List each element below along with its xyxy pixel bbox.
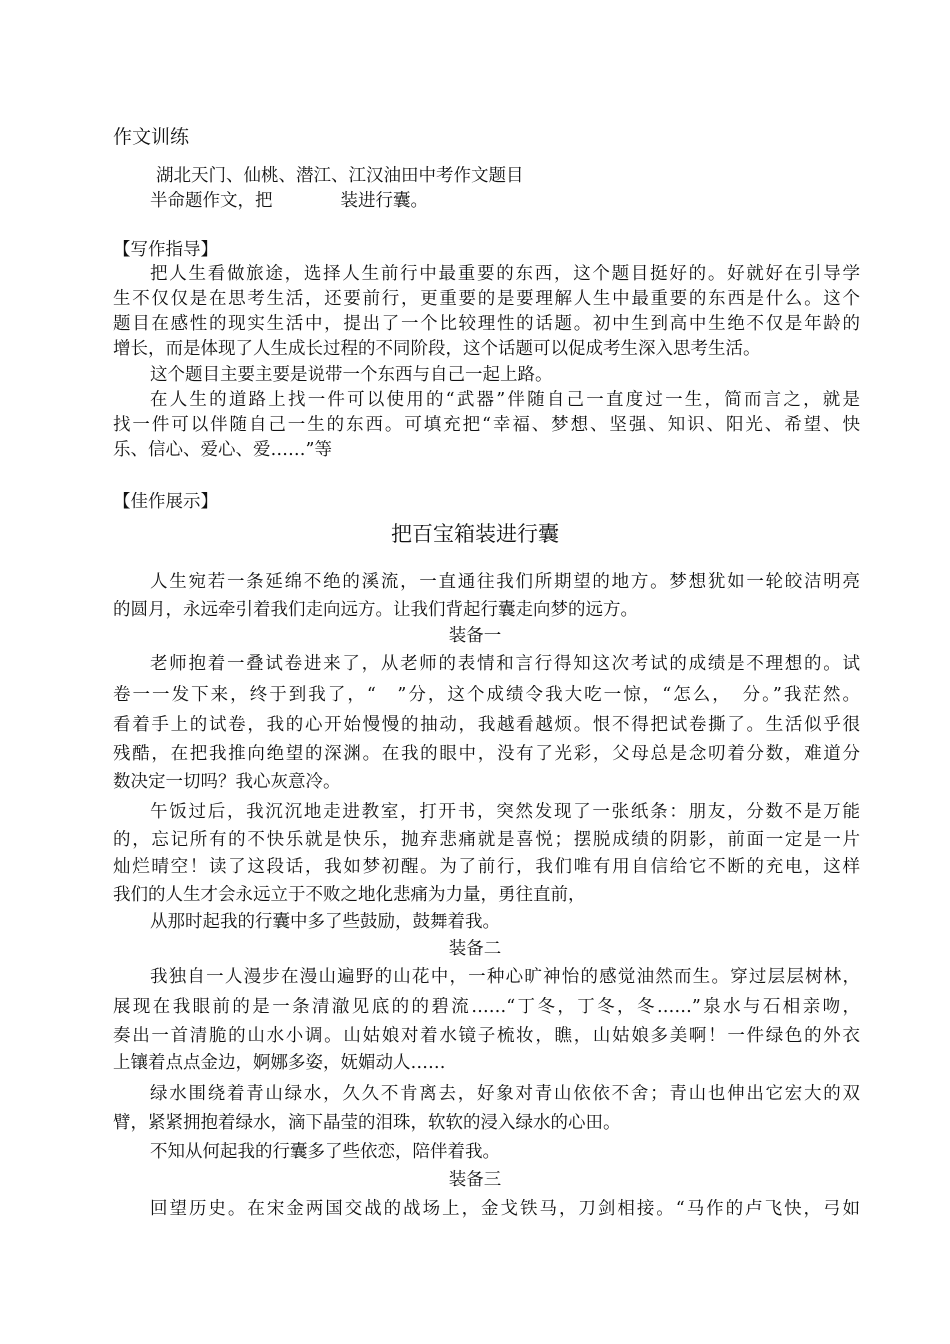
guide-p3-line: 乐、信心、爱心、爱……”等 [113, 440, 332, 460]
guide-p3-line: 找一件可以伴随自己一生的东西。可填充把“幸福、梦想、坚强、知识、阳光、希望、快 [113, 415, 860, 435]
sec2-p1-line: 展现在我眼前的是一条清澈见底的的碧流……“丁冬，丁冬，冬……”泉水与石相亲吻， [113, 997, 860, 1017]
sec1-p2-line: 午饭过后，我沉沉地走进教室，打开书，突然发现了一张纸条：朋友，分数不是万能 [150, 802, 860, 822]
guide-label: 【写作指导】 [113, 240, 218, 260]
exam-prompt [150, 189, 428, 213]
guide-p1-line: 增长，而是体现了人生成长过程的不同阶段，这个话题可以促成考生深入思考生活。 [113, 339, 761, 359]
sec2-p2-line: 臂，紧紧拥抱着绿水，滴下晶莹的泪珠，软软的浸入绿水的心田。 [113, 1113, 621, 1133]
guide-p3-line: 在人生的道路上找一件可以使用的“武器”伴随自己一直度过一生，简而言之，就是 [150, 390, 860, 410]
sec1-p1-line: 残酷，在把我推向绝望的深渊。在我的眼中，没有了光彩，父母总是念叨着分数，难道分 [113, 744, 860, 764]
page-heading: 作文训练 [113, 126, 190, 148]
sec2-p1-line: 奏出一首清脆的山水小调。山姑娘对着水镜子梳妆，瞧，山姑娘多美啊！一件绿色的外衣 [113, 1026, 860, 1046]
exam-prompt-part2: 装进行囊。 [340, 191, 428, 211]
sec1-p1-line: 看着手上的试卷，我的心开始慢慢的抽动，我越看越烦。恨不得把试卷撕了。生活似乎很 [113, 715, 860, 735]
sec1-p3: 从那时起我的行囊中多了些鼓励，鼓舞着我。 [150, 912, 500, 932]
guide-p1-line: 题目在感性的现实生活中，提出了一个比较理性的话题。初中生到高中生绝不仅是年龄的 [113, 314, 860, 334]
guide-p1-line: 生不仅仅是在思考生活，还要前行，更重要的是要理解人生中最重要的东西是什么。这个 [113, 289, 860, 309]
sec2-p1-line: 我独自一人漫步在漫山遍野的山花中，一种心旷神怡的感觉油然而生。穿过层层树林， [150, 967, 860, 987]
sec3-p1-line: 回望历史。在宋金两国交战的战场上，金戈铁马，刀剑相接。“马作的卢飞快，弓如 [150, 1199, 860, 1219]
section-heading: 装备三 [448, 1170, 502, 1190]
sec1-p2-line: 灿烂晴空！读了这段话，我如梦初醒。为了前行，我们唯有用自信给它不断的充电，这样 [113, 857, 860, 877]
guide-p1-line: 把人生看做旅途，选择人生前行中最重要的东西，这个题目挺好的。好就好在引导学 [150, 264, 860, 284]
intro-line: 人生宛若一条延绵不绝的溪流，一直通往我们所期望的地方。梦想犹如一轮皎洁明亮 [150, 572, 860, 592]
section-heading: 装备一 [448, 626, 502, 646]
essay-title: 把百宝箱装进行囊 [391, 522, 559, 546]
section-heading: 装备二 [448, 939, 502, 959]
sec1-p1-line: 卷一一发下来，终于到我了，“ ”分，这个成绩令我大吃一惊，“怎么， 分。”我茫然。 [113, 685, 860, 705]
sec1-p1-line: 数决定一切吗？我心灰意冷。 [113, 772, 341, 792]
sec2-p2-line: 绿水围绕着青山绿水，久久不肯离去，好象对青山依依不舍；青山也伸出它宏大的双 [150, 1084, 860, 1104]
sec1-p1-line: 老师抱着一叠试卷进来了，从老师的表情和言行得知这次考试的成绩是不理想的。试 [150, 654, 860, 674]
sec1-p2-line: 的，忘记所有的不快乐就是快乐，抛弃悲痛就是喜悦；摆脱成绩的阴影，前面一定是一片 [113, 830, 860, 850]
showcase-label: 【佳作展示】 [113, 492, 218, 512]
sec2-p3: 不知从何起我的行囊多了些依恋，陪伴着我。 [150, 1142, 500, 1162]
sec1-p2-line: 我们的人生才会永远立于不败之地化悲痛为力量，勇往直前， [113, 885, 586, 905]
exam-prompt-part1: 半命题作文，把 [150, 191, 273, 211]
sec2-p1-line: 上镶着点点金边，婀娜多姿，妩媚动人…… [113, 1053, 446, 1073]
guide-p2: 这个题目主要主要是说带一个东西与自己一起上路。 [150, 365, 553, 385]
exam-source: 湖北天门、仙桃、潜江、江汉油田中考作文题目 [156, 166, 524, 186]
intro-line: 的圆月，永远牵引着我们走向远方。让我们背起行囊走向梦的远方。 [113, 600, 638, 620]
